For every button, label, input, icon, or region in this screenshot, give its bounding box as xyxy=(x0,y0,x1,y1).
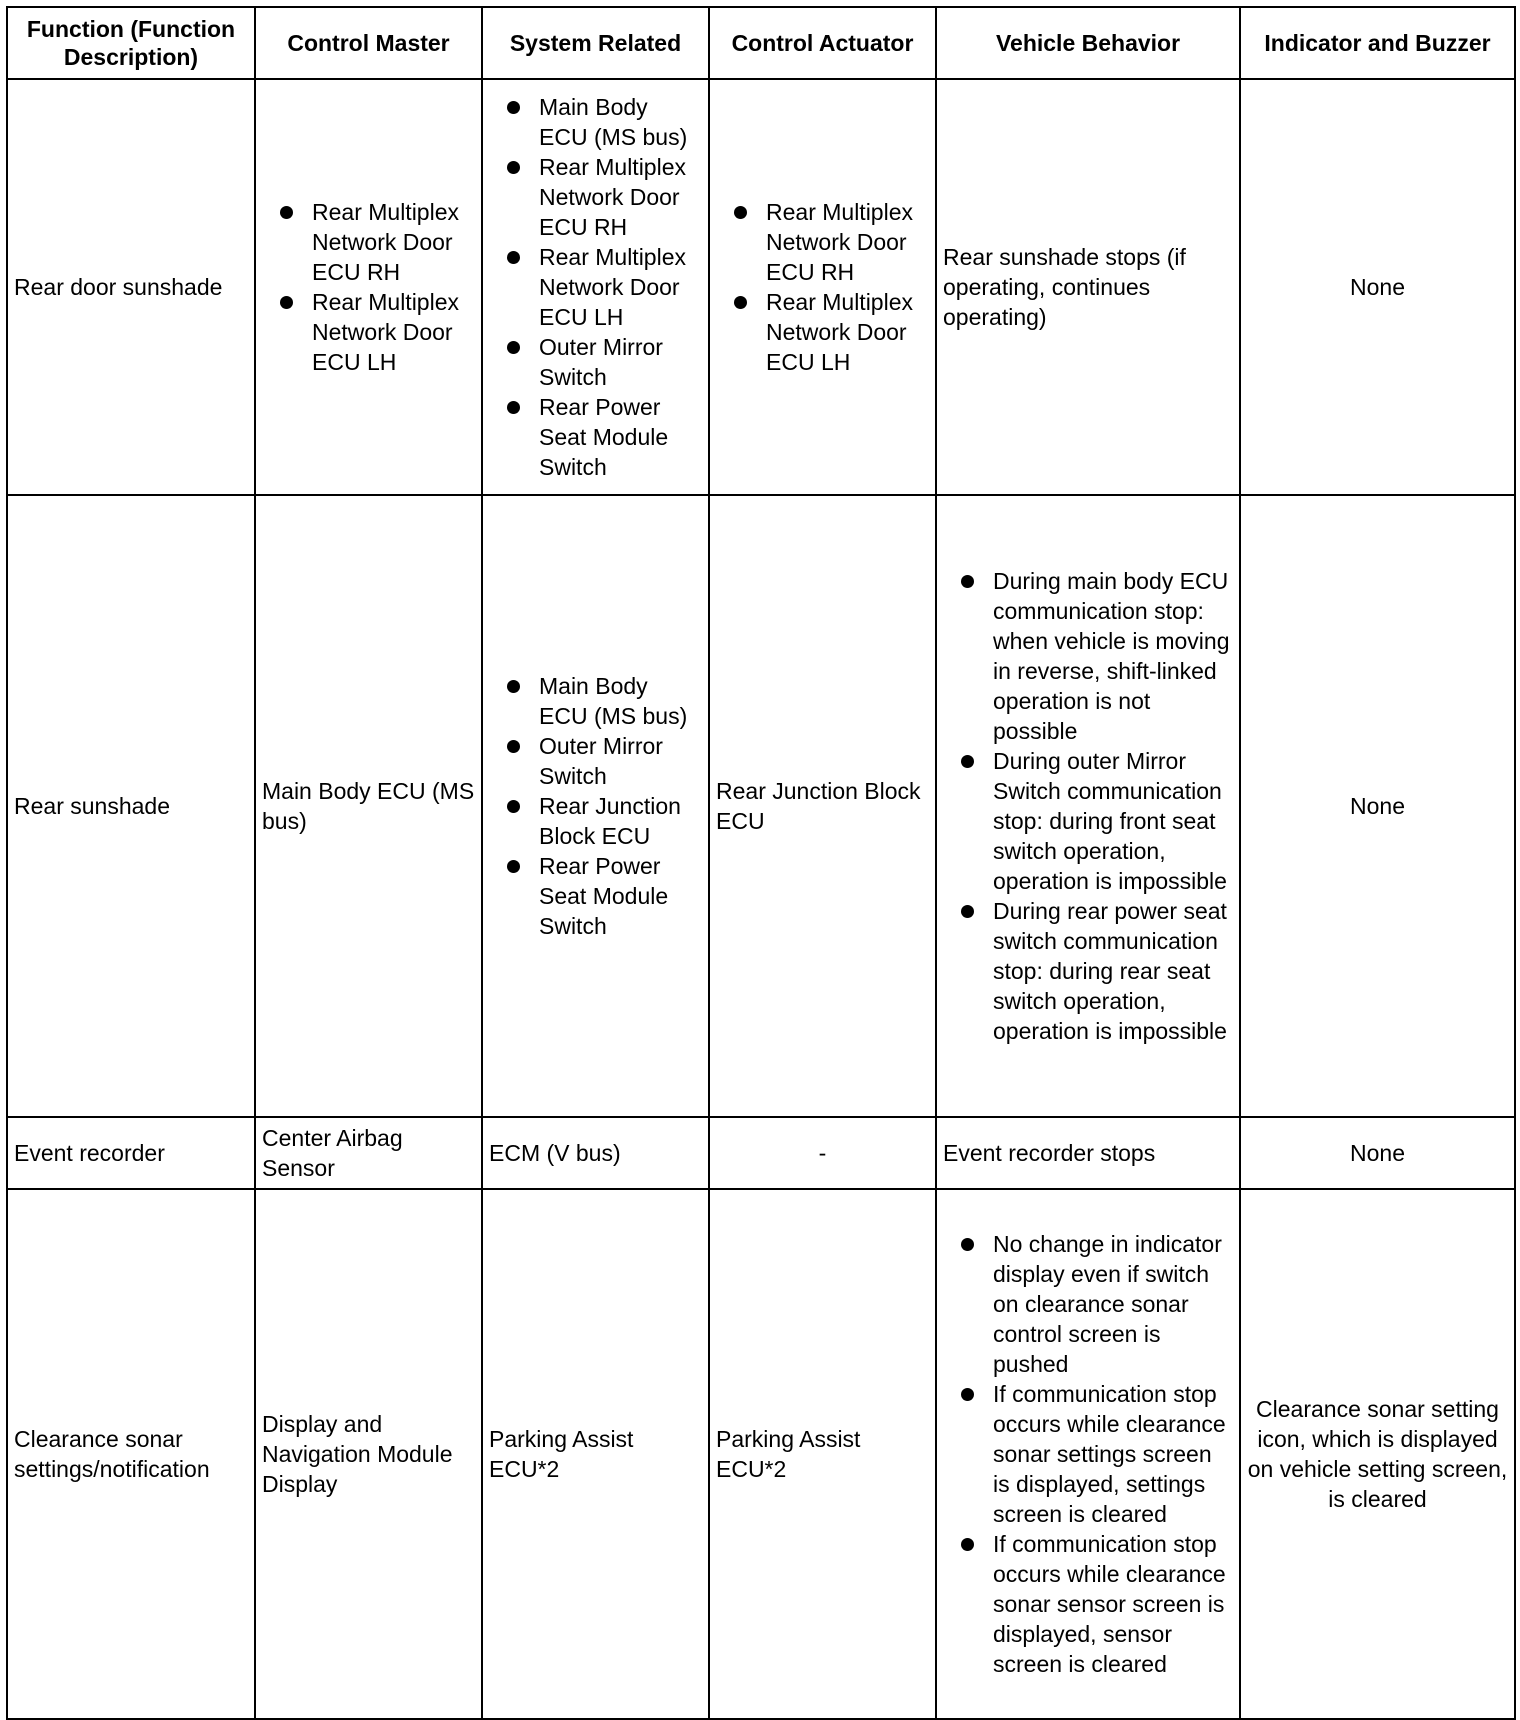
cell-system-related xyxy=(482,495,709,1117)
cell-system-related xyxy=(482,79,709,495)
header-indicator-buzzer: Indicator and Buzzer xyxy=(1240,7,1515,79)
list-item: Main Body ECU (MS bus) xyxy=(489,671,702,731)
bullet-list xyxy=(489,671,702,941)
header-row xyxy=(7,7,1515,79)
list-item: Rear Multiplex Network Door ECU LH xyxy=(489,242,702,332)
cell-vehicle-behavior xyxy=(936,495,1240,1117)
header-control-master: Control Master xyxy=(255,7,482,79)
bullet-list xyxy=(943,1229,1233,1679)
cell-function: Clearance sonar settings/notification xyxy=(7,1189,255,1719)
cell-system-related: ECM (V bus) xyxy=(482,1117,709,1189)
list-item: If communication stop occurs while clearance sonar settings screen is displayed, settings screen is cleared xyxy=(943,1379,1233,1529)
cell-control-master: Main Body ECU (MS bus) xyxy=(255,495,482,1117)
list-item: Rear Multiplex Network Door ECU LH xyxy=(716,287,929,377)
table-row xyxy=(7,79,1515,495)
cell-control-master: Display and Navigation Module Display xyxy=(255,1189,482,1719)
cell-indicator: Clearance sonar setting icon, which is displayed on vehicle setting screen, is cleared xyxy=(1240,1189,1515,1719)
cell-vehicle-behavior: Event recorder stops xyxy=(936,1117,1240,1189)
header-vehicle-behavior: Vehicle Behavior xyxy=(936,7,1240,79)
cell-function: Rear sunshade xyxy=(7,495,255,1117)
list-item: Rear Power Seat Module Switch xyxy=(489,392,702,482)
cell-indicator: None xyxy=(1240,1117,1515,1189)
cell-system-related: Parking Assist ECU*2 xyxy=(482,1189,709,1719)
cell-control-actuator: Rear Junction Block ECU xyxy=(709,495,936,1117)
list-item: Rear Multiplex Network Door ECU RH xyxy=(489,152,702,242)
cell-function: Event recorder xyxy=(7,1117,255,1189)
bullet-list xyxy=(262,197,475,377)
cell-control-actuator xyxy=(709,79,936,495)
function-table xyxy=(6,6,1516,1720)
table-row xyxy=(7,1189,1515,1719)
header-function: Function (Function Description) xyxy=(7,7,255,79)
cell-control-actuator: Parking Assist ECU*2 xyxy=(709,1189,936,1719)
list-item: No change in indicator display even if switch on clearance sonar control screen is pushed xyxy=(943,1229,1233,1379)
list-item: If communication stop occurs while clearance sonar sensor screen is displayed, sensor screen is cleared xyxy=(943,1529,1233,1679)
cell-control-master: Center Airbag Sensor xyxy=(255,1117,482,1189)
list-item: Rear Power Seat Module Switch xyxy=(489,851,702,941)
list-item: Rear Multiplex Network Door ECU RH xyxy=(716,197,929,287)
list-item: Main Body ECU (MS bus) xyxy=(489,92,702,152)
list-item: During outer Mirror Switch communication stop: during front seat switch operation, operation is impossible xyxy=(943,746,1233,896)
list-item: Rear Multiplex Network Door ECU RH xyxy=(262,197,475,287)
list-item: Outer Mirror Switch xyxy=(489,332,702,392)
list-item: Rear Multiplex Network Door ECU LH xyxy=(262,287,475,377)
cell-vehicle-behavior xyxy=(936,1189,1240,1719)
list-item: Outer Mirror Switch xyxy=(489,731,702,791)
cell-indicator: None xyxy=(1240,79,1515,495)
table-row xyxy=(7,1117,1515,1189)
bullet-list xyxy=(943,566,1233,1046)
table-row xyxy=(7,495,1515,1117)
bullet-list xyxy=(489,92,702,482)
list-item: During rear power seat switch communication stop: during rear seat switch operation, operation is impossible xyxy=(943,896,1233,1046)
list-item: Rear Junction Block ECU xyxy=(489,791,702,851)
header-system-related: System Related xyxy=(482,7,709,79)
cell-function: Rear door sunshade xyxy=(7,79,255,495)
header-control-actuator: Control Actuator xyxy=(709,7,936,79)
list-item: During main body ECU communication stop: when vehicle is moving in reverse, shift-linked operation is not possible xyxy=(943,566,1233,746)
cell-control-actuator: - xyxy=(709,1117,936,1189)
cell-indicator: None xyxy=(1240,495,1515,1117)
cell-vehicle-behavior: Rear sunshade stops (if operating, continues operating) xyxy=(936,79,1240,495)
bullet-list xyxy=(716,197,929,377)
cell-control-master xyxy=(255,79,482,495)
